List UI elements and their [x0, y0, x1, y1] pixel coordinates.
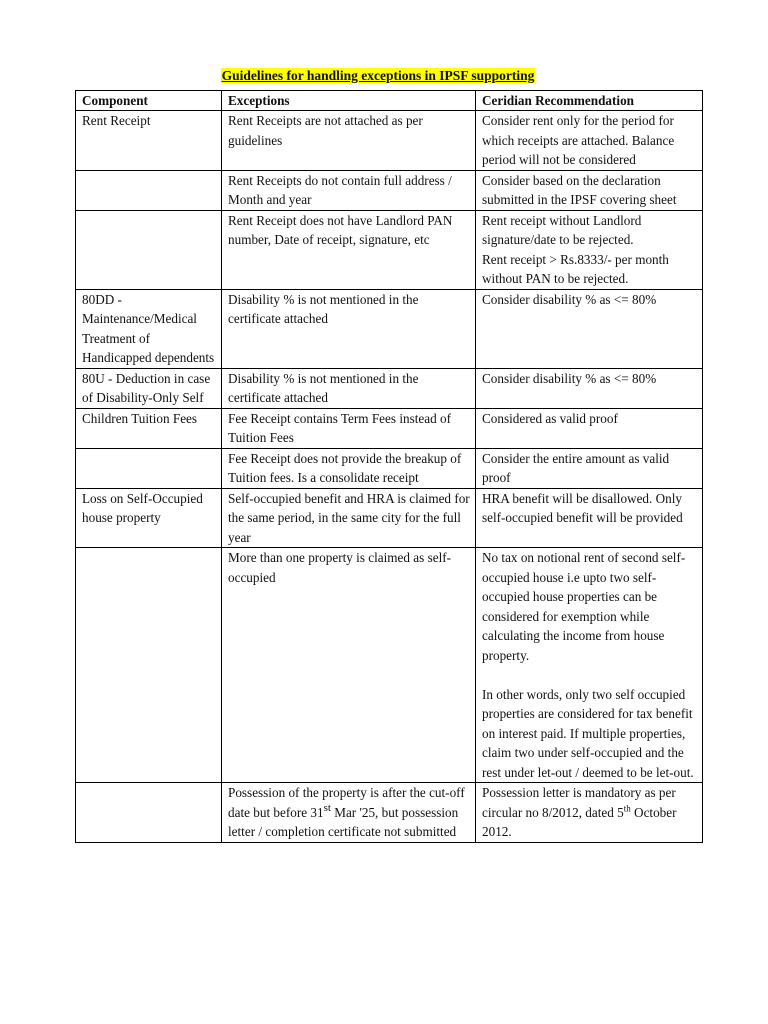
recommendation-line: Rent receipt > Rs.8333/- per month without PAN to be rejected.	[482, 251, 669, 286]
recommendation-cell	[476, 210, 703, 289]
recommendation-cell: Consider disability % as <= 80%	[476, 289, 703, 368]
component-cell: Loss on Self-Occupied house property	[76, 488, 222, 548]
component-cell: Children Tuition Fees	[76, 408, 222, 448]
exception-cell: Fee Receipt does not provide the breakup of Tuition fees. Is a consolidate receipt	[222, 448, 476, 488]
exception-cell: Fee Receipt contains Term Fees instead of Tuition Fees	[222, 408, 476, 448]
recommendation-cell: Consider the entire amount as valid proof	[476, 448, 703, 488]
component-cell	[76, 783, 222, 843]
table-row	[76, 783, 703, 843]
table-header-row	[76, 91, 703, 111]
exception-text: Mar '25, but possession letter / completion certificate not submitted	[228, 804, 459, 839]
exception-cell: More than one property is claimed as self-occupied	[222, 548, 476, 783]
recommendation-cell: Consider rent only for the period for which receipts are attached. Balance period will not be considered	[476, 111, 703, 171]
recommendation-cell: Considered as valid proof	[476, 408, 703, 448]
component-cell: Rent Receipt	[76, 111, 222, 171]
exception-cell: Rent Receipts are not attached as per guidelines	[222, 111, 476, 171]
table-row	[76, 111, 703, 171]
component-cell	[76, 448, 222, 488]
component-cell	[76, 170, 222, 210]
header-exceptions: Exceptions	[222, 91, 476, 111]
table-row	[76, 289, 703, 368]
header-component: Component	[76, 91, 222, 111]
document-title: Guidelines for handling exceptions in IPSF supporting	[221, 68, 535, 83]
table-row	[76, 210, 703, 289]
component-cell: 80U - Deduction in case of Disability-Only Self	[76, 368, 222, 408]
recommendation-cell: HRA benefit will be disallowed. Only self-occupied benefit will be provided	[476, 488, 703, 548]
component-cell	[76, 210, 222, 289]
recommendation-text: Possession letter is mandatory as per circular no 8/2012, dated 5	[482, 785, 676, 820]
component-cell: 80DD - Maintenance/Medical Treatment of Handicapped dependents	[76, 289, 222, 368]
recommendation-cell	[476, 548, 703, 783]
paragraph-spacer	[482, 665, 698, 685]
recommendation-cell: Consider disability % as <= 80%	[476, 368, 703, 408]
ordinal-suffix: st	[323, 801, 331, 814]
recommendation-paragraph: No tax on notional rent of second self-occupied house i.e upto two self-occupied house properties can be considered for exemption while calculating the income from house property.	[482, 550, 686, 663]
table-row	[76, 170, 703, 210]
table-row	[76, 448, 703, 488]
exception-text: Possession of the property is after the cut-off date but before 31	[228, 785, 465, 820]
exception-cell: Disability % is not mentioned in the certificate attached	[222, 289, 476, 368]
recommendation-cell	[476, 783, 703, 843]
table-row	[76, 488, 703, 548]
table-row	[76, 548, 703, 783]
ordinal-suffix: th	[623, 803, 631, 814]
exception-cell: Rent Receipt does not have Landlord PAN number, Date of receipt, signature, etc	[222, 210, 476, 289]
exceptions-table	[75, 90, 703, 843]
table-row	[76, 368, 703, 408]
table-row	[76, 408, 703, 448]
exception-cell: Self-occupied benefit and HRA is claimed for the same period, in the same city for the full year	[222, 488, 476, 548]
recommendation-paragraph: In other words, only two self occupied properties are considered for tax benefit on interest paid. If multiple properties, claim two under self-occupied and the rest under let-out / deemed to be let-out.	[482, 686, 694, 780]
exception-cell: Rent Receipts do not contain full address / Month and year	[222, 170, 476, 210]
recommendation-cell: Consider based on the declaration submitted in the IPSF covering sheet	[476, 170, 703, 210]
recommendation-text: October 2012.	[482, 804, 677, 839]
exception-cell	[222, 783, 476, 843]
recommendation-line: Rent receipt without Landlord signature/date to be rejected.	[482, 212, 642, 247]
exception-cell: Disability % is not mentioned in the certificate attached	[222, 368, 476, 408]
component-cell	[76, 548, 222, 783]
header-recommendation: Ceridian Recommendation	[476, 91, 703, 111]
